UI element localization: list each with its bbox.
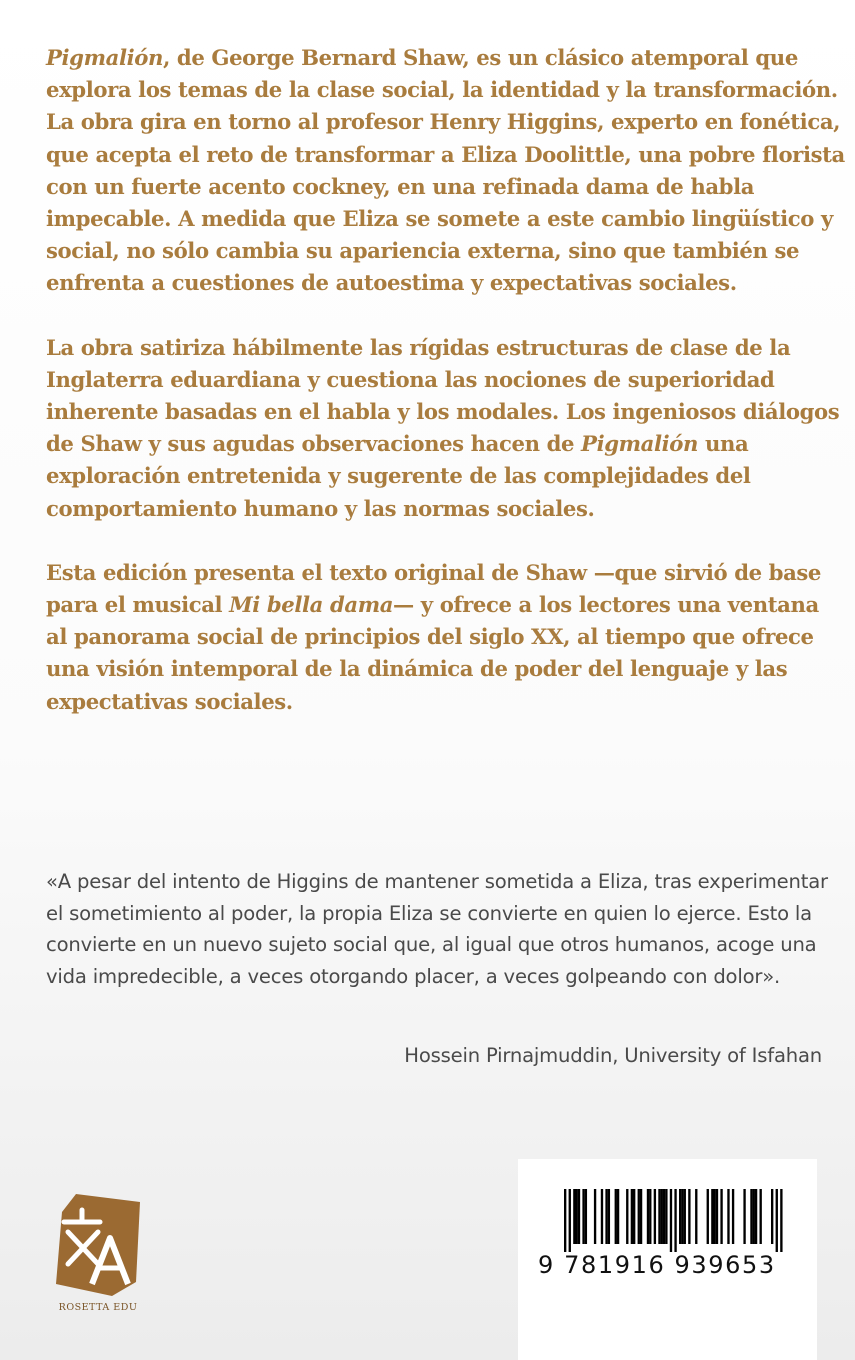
barcode-bar <box>633 1189 635 1244</box>
barcode-bar <box>608 1189 610 1244</box>
barcode-bar <box>684 1189 686 1244</box>
barcode-bar <box>576 1189 578 1244</box>
barcode-bar <box>658 1189 660 1244</box>
barcode-bar <box>601 1189 603 1244</box>
book-blurb <box>46 42 846 750</box>
translate-icon <box>54 1192 140 1296</box>
quote-attribution: Hossein Pirnajmuddin, University of Isfahan <box>404 1044 822 1067</box>
blurb-paragraph-3 <box>46 557 846 718</box>
barcode-bar <box>564 1189 566 1252</box>
barcode-bar <box>649 1189 651 1244</box>
barcode-bar <box>654 1189 656 1244</box>
barcode-bar <box>750 1189 752 1244</box>
barcode-bar <box>674 1189 676 1252</box>
barcode-bar <box>688 1189 690 1244</box>
book-title-italic: Pigmalión <box>581 431 699 457</box>
barcode-bar <box>716 1189 718 1244</box>
barcode-bar <box>780 1189 782 1252</box>
blurb-text: Esta edición presenta el texto original de Shaw —que sirvió de base para el musical <box>46 559 822 618</box>
blurb-text: La obra satiriza hábilmente las rígidas estructuras de clase de la Inglaterra eduardiana y cuestiona las nociones de superioridad inherente basadas en el habla y los modales. Los ingeniosos diálogos de Shaw y sus agudas observaciones hacen de <box>46 334 840 457</box>
barcode-bar <box>615 1189 617 1244</box>
publisher-name: ROSETTA EDU <box>58 1302 138 1313</box>
barcode-bar <box>714 1189 716 1244</box>
blurb-paragraph-1 <box>46 42 846 300</box>
barcode-bar <box>720 1189 722 1244</box>
barcode-bar <box>665 1189 667 1244</box>
musical-title-italic: Mi bella dama <box>229 592 394 618</box>
barcode-bar <box>578 1189 580 1244</box>
barcode-bar <box>732 1189 734 1244</box>
barcode-bar <box>776 1189 778 1252</box>
barcode-bar <box>755 1189 757 1244</box>
barcode-bar <box>707 1189 709 1244</box>
book-title-italic: Pigmalión <box>46 45 163 70</box>
barcode-bar <box>569 1189 571 1252</box>
barcode-bar <box>695 1189 697 1244</box>
barcode-bar <box>681 1189 683 1244</box>
blurb-text: una exploración entretenida y sugerente de las complejidades del comportamiento humano y las normas sociales. <box>46 431 751 521</box>
barcode-bar <box>594 1189 596 1244</box>
barcode-bar <box>638 1189 640 1244</box>
barcode-bar <box>663 1189 665 1244</box>
barcode-bar <box>670 1189 672 1252</box>
barcode-bar <box>711 1189 713 1244</box>
blurb-text: , de George Bernard Shaw, es un clásico atemporal que explora los temas de la clase social, la identidad y la transformación. La obra gira en torno al profesor Henry Higgins, experto en fonética, que acepta el reto de transformar a Eliza Doolittle, una pobre florista con un fuerte acento cockney, en una refinada dama de habla impecable. A medida que Eliza se somete a este cambio lingüístico y social, no sólo cambia su apariencia externa, sino que también se enfrenta a cuestiones de autoestima y expectativas sociales. <box>46 45 845 296</box>
barcode-bar <box>585 1189 587 1244</box>
barcode-bar <box>640 1189 642 1244</box>
barcode-bar <box>753 1189 755 1244</box>
barcode <box>518 1159 817 1360</box>
barcode-bar <box>631 1189 633 1244</box>
review-quote: «A pesar del intento de Higgins de mantener sometida a Eliza, tras experimentar el sometimiento al poder, la propia Eliza se convierte en quien lo ejerce. Esto la convierte en un nuevo sujeto social que, al igual que otros humanos, acoge una vida impredecible, a veces otorgando placer, a veces golpeando con dolor». <box>46 870 828 988</box>
isbn-number: 9 781916 939653 <box>538 1251 776 1279</box>
barcode-bar <box>626 1189 628 1244</box>
barcode-bar <box>679 1189 681 1244</box>
barcode-bar <box>760 1189 762 1244</box>
barcode-bar <box>605 1189 607 1244</box>
barcode-bar <box>661 1189 663 1244</box>
barcode-bar <box>743 1189 745 1244</box>
blurb-paragraph-2 <box>46 332 846 525</box>
barcode-bar <box>727 1189 729 1244</box>
barcode-bar <box>582 1189 584 1244</box>
barcode-bar <box>573 1189 575 1244</box>
publisher-logo <box>50 1192 146 1313</box>
barcode-bar <box>647 1189 649 1244</box>
blurb-text: — y ofrece a los lectores una ventana al panorama social de principios del siglo XX, al tiempo que ofrece una visión intemporal de la dinámica de poder del lenguaje y las expectativas sociales. <box>46 592 819 714</box>
barcode-bar <box>771 1189 773 1244</box>
barcode-bar <box>617 1189 619 1244</box>
